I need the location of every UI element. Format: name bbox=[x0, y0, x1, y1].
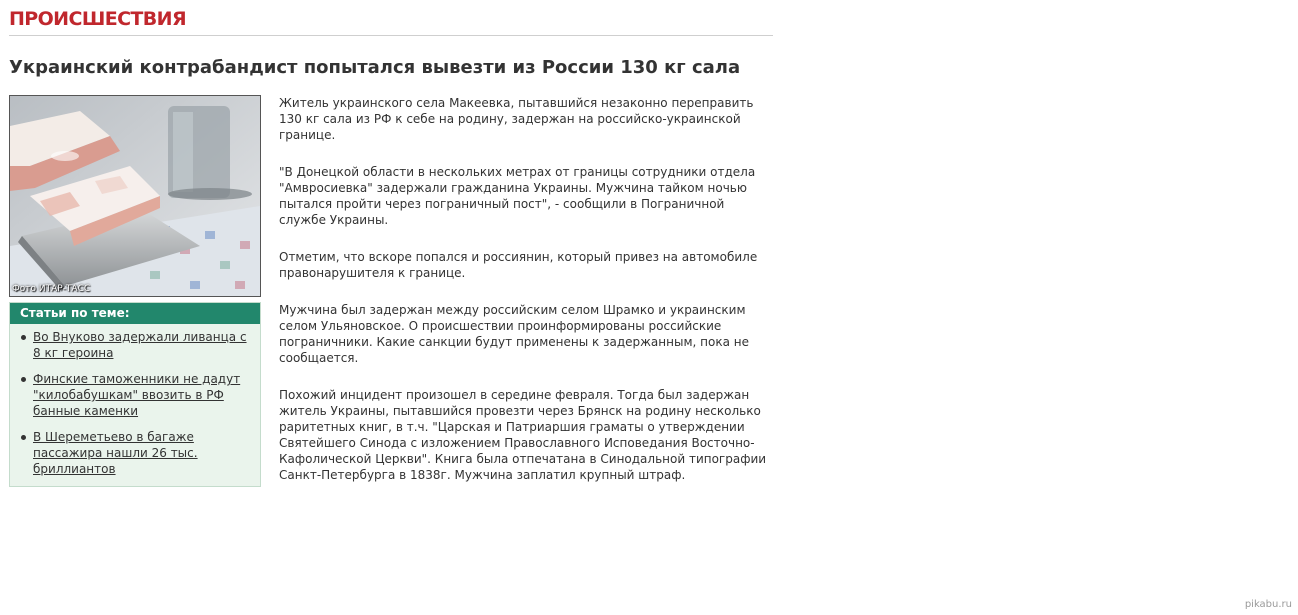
article-headline: Украинский контрабандист попытался вывезти из России 130 кг сала bbox=[9, 57, 741, 78]
photo-illustration bbox=[10, 96, 260, 296]
bullet-icon bbox=[21, 377, 26, 382]
article-paragraph: Похожий инцидент произошел в середине февраля. Тогда был задержан житель Украины, пытавшийся провезти через Брянск на родину несколько раритетных книг, в т.ч. "Царская и Патриаршия граматы о утверждении Святейшего Синода с изложением Православного Исповедания Восточно-Кафолической Церкви". Книга была отпечатана в Синодальной типографии Санкт-Петербурга в 1838г. Мужчина заплатил крупный штраф. bbox=[279, 388, 767, 482]
related-article-item bbox=[10, 329, 260, 361]
related-article-link[interactable]: Финские таможенники не дадут "килобабушкам" ввозить в РФ банные каменки bbox=[33, 372, 241, 418]
photo-caption: Фото ИТАР-ТАСС bbox=[12, 284, 91, 294]
article-paragraph: Отметим, что вскоре попался и россиянин, который привез на автомобиле правонарушителя к границе. bbox=[279, 250, 758, 280]
section-divider bbox=[9, 35, 773, 36]
related-article-item bbox=[10, 429, 260, 477]
related-article-link[interactable]: В Шереметьево в багаже пассажира нашли 26 тыс. бриллиантов bbox=[33, 430, 198, 476]
related-articles-box bbox=[9, 302, 261, 487]
section-title[interactable]: ПРОИСШЕСТВИЯ bbox=[9, 8, 186, 30]
article-paragraph: "В Донецкой области в нескольких метрах от границы сотрудники отдела "Амвросиевка" задержали гражданина Украины. Мужчина тайком ночью пытался пройти через пограничный пост", - сообщили в Пограничной службе Украины. bbox=[279, 165, 756, 227]
bullet-icon bbox=[21, 335, 26, 340]
related-articles-list bbox=[10, 324, 260, 477]
article-body bbox=[279, 95, 774, 504]
related-articles-header: Статьи по теме: bbox=[10, 303, 260, 324]
related-article-item bbox=[10, 371, 260, 419]
watermark: pikabu.ru bbox=[1244, 599, 1292, 610]
article-photo bbox=[9, 95, 261, 297]
bullet-icon bbox=[21, 435, 26, 440]
article-paragraph: Мужчина был задержан между российским селом Шрамко и украинским селом Ульяновское. О происшествии проинформированы российские пограничники. Какие санкции будут применены к задержанным, пока не сообщается. bbox=[279, 303, 749, 365]
article-paragraph: Житель украинского села Макеевка, пытавшийся незаконно переправить 130 кг сала из РФ к себе на родину, задержан на российско-украинской границе. bbox=[279, 96, 754, 142]
related-article-link[interactable]: Во Внуково задержали ливанца с 8 кг героина bbox=[33, 330, 247, 360]
